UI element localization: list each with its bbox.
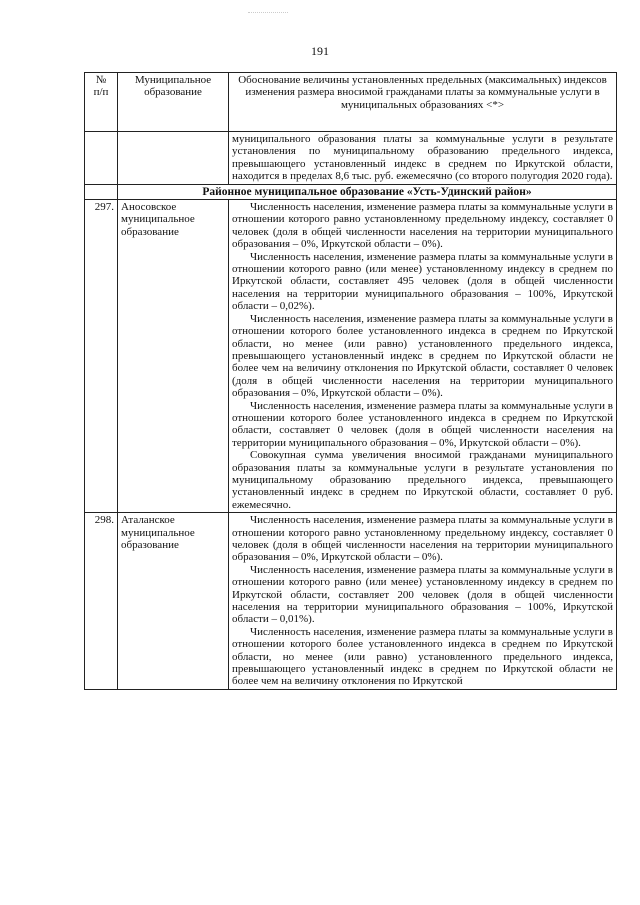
row-municipality: Аталанское муниципальное образование [118,513,229,690]
row-number: 298. [85,513,118,690]
document-table [84,72,617,690]
header-municipality: Муниципальное образование [118,73,229,132]
continuation-mun-cell [118,132,229,185]
page-number: 191 [311,44,329,58]
paragraph: Численность населения, изменение размера платы за коммунальные услуги в отношении которого равно (или менее) установленному индексу в среднем по Иркутской области, составляет 495 человек (доля в общей численности населения на территории муниципального образования – 100%, Иркутской области – 0,02%). [232,250,613,313]
section-title: Районное муниципальное образование «Усть-Удинский район» [118,184,617,199]
paragraph: Численность населения, изменение размера платы за коммунальные услуги в отношении которого равно (или менее) установленному индексу в среднем по Иркутской области, составляет 200 человек (доля в общей численности населения на территории муниципального образования – 100%, Иркутской области – 0,01%). [232,563,613,626]
paragraph: Численность населения, изменение размера платы за коммунальные услуги в отношении которого более установленного индекса в среднем по Иркутской области, составляет 0 человек (доля в общей численности населения на территории муниципального образования – 0%, Иркутской области – 0%). [232,399,613,449]
row-number: 297. [85,200,118,513]
paragraph: Совокупная сумма увеличения вносимой гражданами муниципального образования платы за коммунальные услуги в результате установления по муниципальному образованию предельного индекса, превышающего установленный индекс в среднем по Иркутской области, составляет 0 руб. ежемесячно. [232,449,613,511]
continuation-row [85,132,617,185]
header-number: № п/п [85,73,118,132]
continuation-text-cell [229,132,617,185]
continuation-text: муниципального образования платы за коммунальные услуги в результате установления по муниципальному образованию предельного индекса, превышающего установленный индекс в среднем по Иркутской области, находится в пределах 8,6 тыс. руб. ежемесячно (со второго полугодия 2020 года). [232,133,613,183]
scan-artifact [248,0,288,13]
paragraph: Численность населения, изменение размера платы за коммунальные услуги в отношении которого более установленного индекса в среднем по Иркутской области, но менее (или равно) установленного предельного индекса, превышающего установленный индекс в среднем по Иркутской области не более чем на величину отклонения по Иркутской области, составляет 0 человек (доля в общей численности населения на территории муниципального образования – 0%, Иркутской области – 0%). [232,312,613,400]
row-justification [229,513,617,690]
section-row [85,184,617,199]
table-header-row [85,73,617,132]
table-row [85,200,617,513]
continuation-num-cell [85,132,118,185]
paragraph: Численность населения, изменение размера платы за коммунальные услуги в отношении которого равно установленному предельному индексу, составляет 0 человек (доля в общей численности населения на территории муниципального образования – 0%, Иркутской области – 0%). [232,201,613,251]
row-justification [229,200,617,513]
paragraph: Численность населения, изменение размера платы за коммунальные услуги в отношении которого более установленного индекса в среднем по Иркутской области, но менее (или равно) установленного предельного индекса, превышающего установленный индекс в среднем по Иркутской области не более чем на величину отклонения по Иркутской [232,625,613,688]
table-row [85,513,617,690]
section-num-cell [85,184,118,199]
header-justification: Обоснование величины установленных предельных (максимальных) индексов изменения размера вносимой гражданами платы за коммунальные услуги в муниципальных образованиях <*> [229,73,617,132]
row-municipality: Аносовское муниципальное образование [118,200,229,513]
paragraph: Численность населения, изменение размера платы за коммунальные услуги в отношении которого равно установленному предельному индексу, составляет 0 человек (доля в общей численности населения на территории муниципального образования – 0%, Иркутской области – 0%). [232,514,613,564]
